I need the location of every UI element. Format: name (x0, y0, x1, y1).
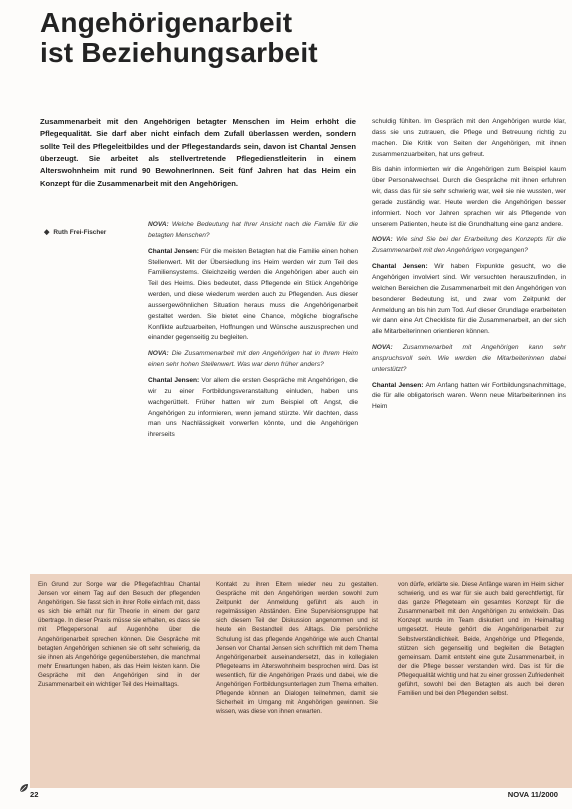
interview-question: NOVA: Welche Bedeutung hat Ihrer Ansicht nach die Familie für die betagten Menschen? (148, 221, 358, 239)
leaf-icon (18, 782, 30, 794)
box-column-3: von dürfe, erklärte sie. Diese Anfänge waren im Heim sicher schwierig, und es war für sie auch bald gerechtfertigt, für das ganze Pflegeteam ein gesamtes Konzept für die Zusammenarbeit mit den Angehörigen zu entwickeln. Das Konzept wurde im Team diskutiert und im Heimalltag umgesetzt. Heute gehört die Angehörigenarbeit zur Selbstverständlichkeit. Beide, Angehörige und Pflegende, stützen sich gegenseitig und begleiten die Betagten gemeinsam. Damit entsteht eine gute Zusammenarbeit, in der die Pflege besser verstanden wird. Das ist für die Pflegequalität wichtig und hat zu einer grossen Zufriedenheit geführt, sowohl bei den Betagten als auch bei deren Familien und bei den Pflegenden selbst. (398, 581, 564, 698)
author-name: Ruth Frei-Fischer (53, 229, 107, 236)
page-number: 22 (30, 790, 39, 799)
title-line-2: ist Beziehungsarbeit (40, 37, 318, 68)
article-title (40, 8, 560, 68)
interview-answer: Chantal Jensen: Am Anfang hatten wir Fortbildungsnachmittage, die für alle obligatorisch waren. Wenn neue Mitarbeiterinnen ins Heim (372, 381, 567, 411)
interview-question: NOVA: Wie sind Sie bei der Erarbeitung des Konzepts für die Zusammenarbeit mit den Angehörigen vorgegangen? (372, 236, 566, 255)
interview-answer: Chantal Jensen: Vor allem die ersten Gespräche mit Angehörigen, die wir zu einer Fortbildungsveranstaltung einluden, haben uns wachgerüttelt. Früher hatten wir zum Beispiel oft Angst, die Angehörigen zu informieren, wenn jemand stürzte. Wir dachten, dass man uns Nachlässigkeit vorwerfen könnte, und die Angehörigen ihrerseits (148, 376, 358, 439)
body-paragraph: schuldig fühlten. Im Gespräch mit den Angehörigen wurde klar, dass sie uns zutrauen, die Pflege und Betreuung richtig zu machen. Die Kritik von Seiten der Angehörigen, mit ihnen zusammenzuarbeiten, hat uns gefreut. (372, 118, 566, 158)
interview-answer: Chantal Jensen: Wir haben Fixpunkte gesucht, wo die Angehörigen involviert sind. Wir versuchten herauszufinden, in welchen Bereichen die Zusammenarbeit mit den Angehörigen von besonderer Bedeutung ist, und zwar vom Zeitpunkt der Anmeldung an bis hin zum Tod. Auf dieser Grundlage erarbeiteten wir dann eine Art Checkliste für die Zusammenarbeit, an der sich alle Mitarbeiterinnen orientieren können. (372, 263, 566, 336)
box-column-2: Kontakt zu ihren Eltern wieder neu zu gestalten. Gespräche mit den Angehörigen werden sowohl zum Zeitpunkt der Anmeldung geführt als auch in regelmässigen Abständen. Eine Supervisionsgruppe hat sich diesem Teil der Diskussion angenommen und ist heute ein Bestandteil des Alltags. Die persönliche Schulung ist das pflegende Angehörige wie auch Chantal Jensen vor Chantal Jensen sich schriftlich mit dem Thema Angehörigenarbeit auseinandersetzt, das in kollegialen Pflegeteams im Alterswohnheim besprochen wird. Das ist wesentlich, für die Angehörigen Praxis und dabei, wie die Angehörigen Fortbildungsunterlagen zum Thema erhalten. Pflegende können an Dialogen teilnehmen, damit sie Sicherheit im Umgang mit Angehörigen gewinnen. Sie wissen, was diese von ihnen erwarten. (216, 581, 378, 716)
magazine-issue: NOVA 11/2000 (507, 790, 558, 799)
title-line-1: Angehörigenarbeit (40, 7, 293, 38)
diamond-icon: ◆ (44, 229, 50, 236)
author-byline (44, 228, 144, 236)
interview-column-right (372, 117, 566, 418)
interview-column-middle (148, 220, 358, 446)
body-paragraph: Bis dahin informierten wir die Angehörigen zum Beispiel kaum über Personalwechsel. Durch die Gespräche mit ihnen erfuhren wir, dass das für sie sehr schwierig war, weil sie nie wussten, wer gerade zuständig war. Heute werden die Angehörigen besser informiert. Noch vor Jahren sprachen wir als Pflegende von unserem Patienten, heute ist die Grundhaltung eine ganz andere. (372, 166, 566, 228)
interview-question: NOVA: Zusammenarbeit mit Angehörigen kann sehr anspruchsvoll sein. Wie werden die Mitarbeiterinnen dabei unterstützt? (372, 344, 566, 373)
interview-question: NOVA: Die Zusammenarbeit mit den Angehörigen hat in Ihrem Heim einen sehr hohen Stellenwert. Was war denn früher anders? (148, 350, 358, 369)
box-column-1: Ein Grund zur Sorge war die Pflegefachfrau Chantal Jensen vor einem Tag auf den Besuch der pflegenden Angehörigen. Sie fasst sich in ihrer Rolle einfach mit, dass es sich bie erhält nur für Theorie in einem der ganz übertrage. In dieser Praxis müsse sie erhalten, es dass sie mit Pflegepersonal auf Augenhöhe über die Angehörigenarbeit sprechen können. Die Gespräche mit betagten Angehörigen schienen sie oft sehr schwierig, da sie ihnen als Angehörige gegenüberstehen, die manchmal mehr Erwartungen haben, als das Heim leisten kann. Die Gespräche mit den Angehörigen sind in der Zusammenarbeit ein wichtiger Teil des Heimalltags. (38, 581, 200, 689)
interview-answer: Chantal Jensen: Für die meisten Betagten hat die Familie einen hohen Stellenwert. Mit der Übersiedlung ins Heim werden wir zum Teil des Familiensystems. Gleichzeitig werden die Angehörigen aber auch ein Teil des Heims. Dies bedeutet, dass Pflegende ein Stück Angehörige werden, und diese wiederum werden auch zu Pflegenden. Aus dieser aussergewöhnlichen Situation heraus muss die Angehörigenarbeit gestaltet werden. Sie bietet eine Chance, mögliche biografische Konflikte aufzuarbeiten, Hoffnungen und Wünsche auszusprechen und einander gegenseitig zu begleiten. (148, 247, 358, 342)
article-lead: Zusammenarbeit mit den Angehörigen betagter Menschen im Heim erhöht die Pflegequalität. Sie darf aber nicht einfach dem Zufall überlassen werden, sondern sollte Teil des Pflegeleitbildes und der Pflegestandards sein, davon ist Chantal Jensen überzeugt. Sie arbeitet als stellvertretende Pflegedienstleiterin in einem Alterswohnheim mit rund 90 BewohnerInnen. Seit fünf Jahren hat das Heim ein Konzept für die Zusammenarbeit mit den Angehörigen. (40, 117, 356, 188)
